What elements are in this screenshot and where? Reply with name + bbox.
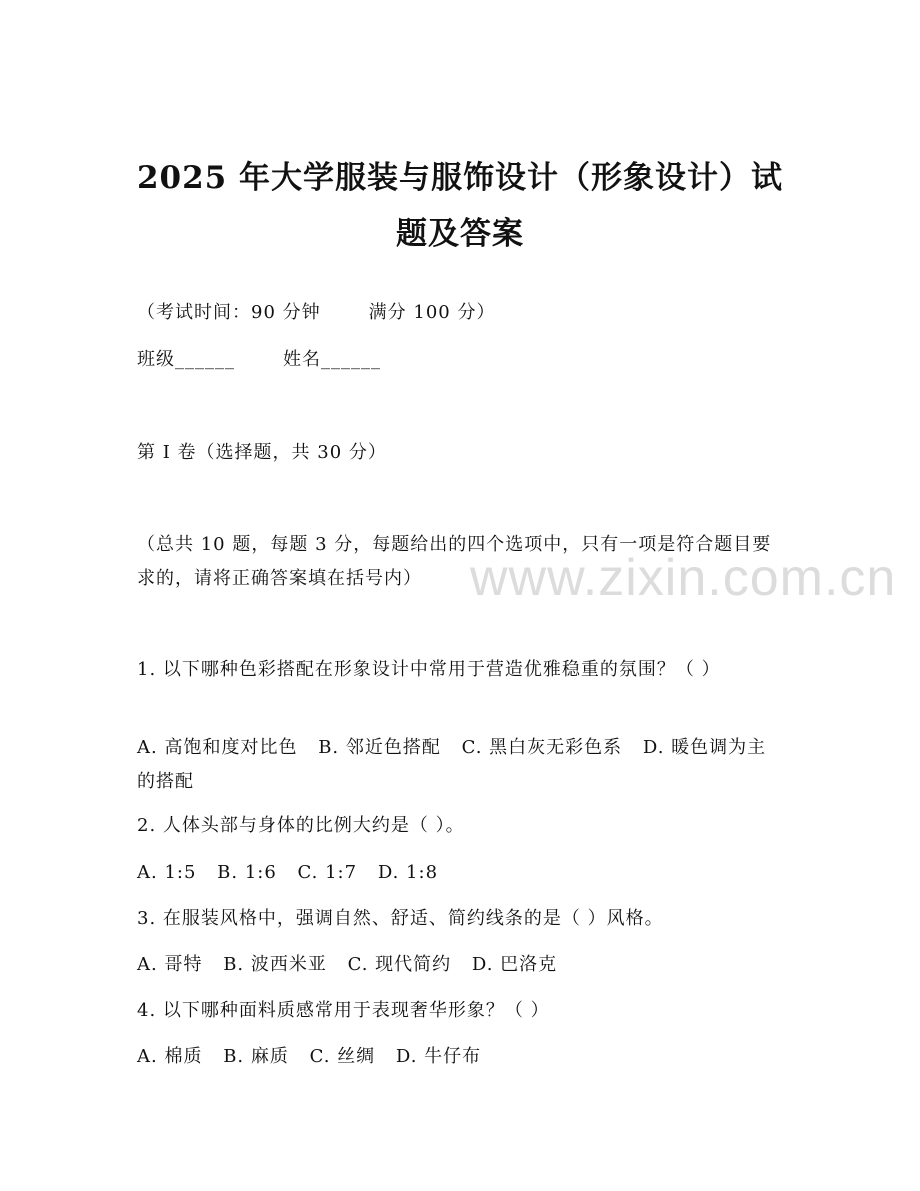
class-field: 班级______ xyxy=(137,349,235,370)
option-c: C. 黑白灰无彩色系 xyxy=(461,737,623,758)
student-info xyxy=(137,343,787,377)
title-line-1: 2025 年大学服装与服饰设计（形象设计）试 xyxy=(136,160,784,196)
watermark: www.zixin.com.cn xyxy=(470,549,897,607)
option-b: B. 1:6 xyxy=(217,862,277,883)
option-b: B. 麻质 xyxy=(223,1046,289,1067)
document-title xyxy=(100,150,820,262)
exam-score: 满分 100 分） xyxy=(368,302,496,323)
question-3-options xyxy=(137,948,787,982)
option-d: D. 牛仔布 xyxy=(395,1046,482,1067)
option-a: A. 1:5 xyxy=(137,862,197,883)
option-b: B. 邻近色搭配 xyxy=(318,737,441,758)
option-a: A. 棉质 xyxy=(137,1046,203,1067)
option-d: D. 1:8 xyxy=(377,862,439,883)
question-4-stem: 4. 以下哪种面料质感常用于表现奢华形象？（ ） xyxy=(137,1000,550,1021)
question-4-options xyxy=(137,1040,787,1074)
question-2-options xyxy=(137,856,787,890)
exam-info xyxy=(137,296,787,330)
name-field: 姓名______ xyxy=(283,349,381,370)
option-d: D. 巴洛克 xyxy=(471,954,558,975)
section-title: 第 I 卷（选择题，共 30 分） xyxy=(137,442,387,463)
title-line-2: 题及答案 xyxy=(396,216,524,252)
option-c: C. 1:7 xyxy=(297,862,358,883)
question-1-stem: 1. 以下哪种色彩搭配在形象设计中常用于营造优雅稳重的氛围？（ ） xyxy=(137,659,721,680)
question-2-stem: 2. 人体头部与身体的比例大约是（ ）。 xyxy=(137,815,465,836)
instructions: （总共 10 题，每题 3 分，每题给出的四个选项中，只有一项是符合题目要求的，请将正确答案填在括号内） xyxy=(137,534,772,589)
option-c: C. 丝绸 xyxy=(309,1046,376,1067)
option-b: B. 波西米亚 xyxy=(223,954,327,975)
question-1-options xyxy=(137,731,782,799)
option-d: D. 暖色调为主的搭配 xyxy=(137,737,767,792)
option-c: C. 现代简约 xyxy=(347,954,452,975)
question-3-stem: 3. 在服装风格中，强调自然、舒适、简约线条的是（ ）风格。 xyxy=(137,908,664,929)
option-a: A. 哥特 xyxy=(137,954,203,975)
option-a: A. 高饱和度对比色 xyxy=(137,737,298,758)
exam-time: （考试时间：90 分钟 xyxy=(137,302,321,323)
